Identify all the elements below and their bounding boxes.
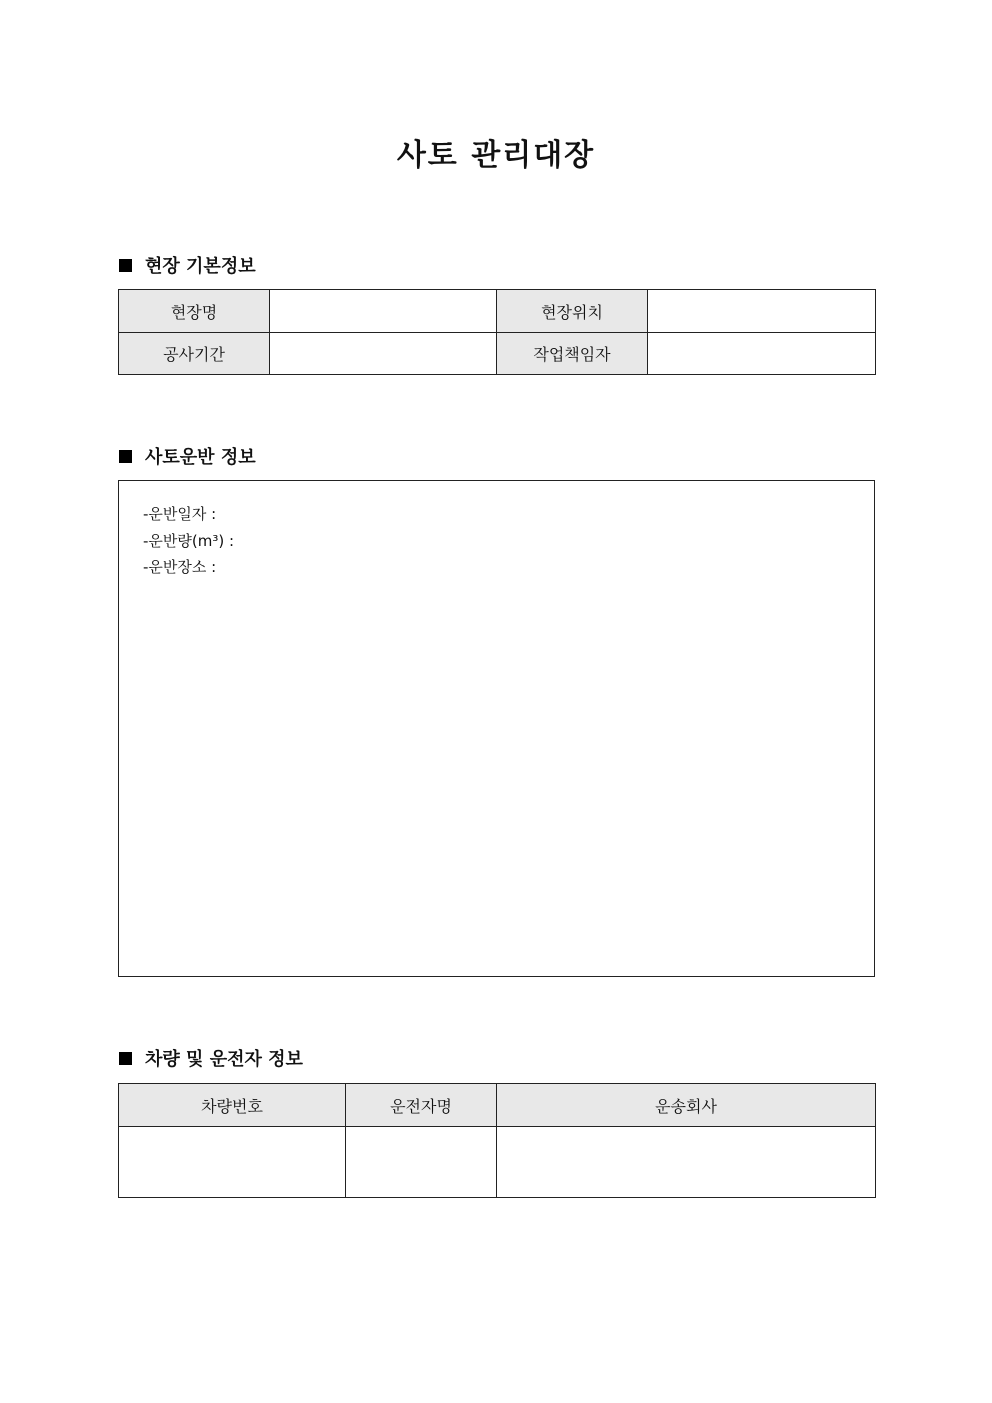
vehicle-info-heading [119,1045,303,1071]
site-location-label: 현장위치 [497,290,648,333]
driver-name-cell[interactable] [346,1127,497,1198]
transport-info-box[interactable] [118,480,875,977]
construction-period-label: 공사기간 [119,333,270,375]
site-info-heading-text: 현장 기본정보 [145,256,256,277]
vehicle-number-cell[interactable] [119,1127,346,1198]
transport-company-header: 운송회사 [497,1084,876,1127]
table-row [119,333,876,375]
table-row [119,1127,876,1198]
transport-date-line: -운반일자 : [143,505,217,523]
site-name-label: 현장명 [119,290,270,333]
transport-info-heading [119,443,256,469]
square-bullet-icon [119,1052,132,1065]
site-location-value[interactable] [648,290,876,333]
work-manager-value[interactable] [648,333,876,375]
vehicle-info-table [118,1083,876,1198]
construction-period-value[interactable] [270,333,497,375]
square-bullet-icon [119,450,132,463]
transport-location-line: -운반장소 : [143,558,217,576]
transport-company-cell[interactable] [497,1127,876,1198]
square-bullet-icon [119,259,132,272]
transport-volume-line: -운반량(m³) : [143,531,235,550]
driver-name-header: 운전자명 [346,1084,497,1127]
site-info-table [118,289,876,375]
page-title: 사토 관리대장 [396,138,596,173]
vehicle-number-header: 차량번호 [119,1084,346,1127]
site-name-value[interactable] [270,290,497,333]
vehicle-info-heading-text: 차량 및 운전자 정보 [145,1049,303,1070]
site-info-heading [119,252,256,278]
table-header-row [119,1084,876,1127]
work-manager-label: 작업책임자 [497,333,648,375]
table-row [119,290,876,333]
transport-info-heading-text: 사토운반 정보 [145,447,256,468]
